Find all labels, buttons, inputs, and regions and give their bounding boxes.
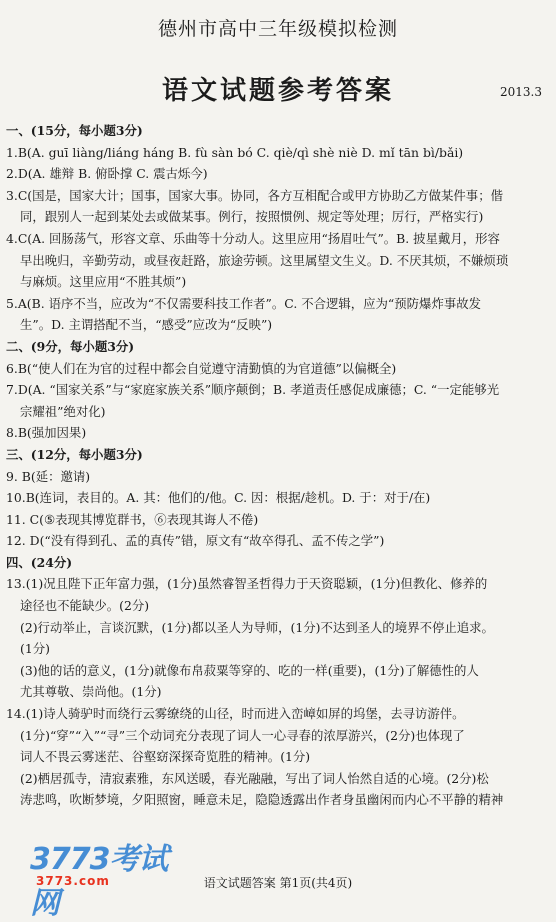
answer-line: 5.A(B. 语序不当，应改为“不仅需要科技工作者”。C. 不合逻辑，应为“预防爆炸事故发: [6, 295, 482, 311]
answer-line: 生”。D. 主谓搭配不当，“感受”应改为“反映”): [20, 317, 273, 333]
answer-line: 尤其尊敬、崇尚他。(1分): [20, 684, 162, 700]
answer-line: 8.B(强加因果): [6, 425, 87, 441]
answer-line: (2)栖居孤寺，清寂素雅，东风送暖，春光融融，写出了词人怡然自适的心境。(2分)松: [20, 770, 489, 786]
exam-date: 2013.3: [500, 85, 542, 99]
answer-line: 9. B(延：邀请): [6, 468, 91, 484]
answer-line: 13.(1)况且陛下正年富力强，(1分)虽然睿智圣哲得力于天资聪颖，(1分)但教化、修养的: [6, 576, 488, 592]
answer-line: 10.B(连词，表目的。A. 其：他们的/他。C. 因：根据/趁机。D. 于：对于/在): [6, 490, 431, 506]
answer-line: (3)他的话的意义，(1分)就像布帛菽粟等穿的、吃的一样(重要)，(1分)了解德性的人: [20, 662, 479, 678]
section-heading: 一、(15分，每小题3分): [6, 123, 143, 138]
answer-line: 涛悲鸣，吹断梦境，夕阳照窗，睡意未足，隐隐透露出作者身虽幽闲而内心不平静的精神: [20, 792, 504, 808]
answer-body: [6, 120, 550, 811]
answer-line: 11. C(⑤表现其博览群书，⑥表现其诲人不倦): [6, 511, 259, 527]
watermark-url-text: 3773.com: [36, 874, 110, 888]
watermark-brand-text: 3773考试网: [30, 842, 168, 921]
answer-line: 早出晚归，辛勤劳动，或昼夜赶路，旅途劳顿。这里属望文生义。D. 不厌其烦，不嫌烦琐: [20, 252, 509, 268]
answer-line: 12. D(“没有得到孔、孟的真传”错，原文有“故卒得孔、孟不传之学”): [6, 533, 385, 549]
page-footer: 语文试题答案 第1页(共4页): [203, 876, 353, 890]
answer-line: (1分): [20, 641, 50, 657]
answer-line: 1.B(A. guī liàng/liáng háng B. fù sàn bó C. qiè/qì shè niè D. mǐ tān bì/bǎi): [6, 144, 464, 160]
answer-line: 7.D(A. “国家关系”与“家庭家族关系”顺序颠倒；B. 孝道责任感促成廉德；C. “一定能够光: [6, 382, 500, 398]
section-heading: 三、(12分，每小题3分): [6, 446, 143, 462]
answer-line: 4.C(A. 回肠荡气，形容文章、乐曲等十分动人。这里应用“扬眉吐气”。B. 披星戴月，形容: [6, 230, 500, 246]
section-heading: 二、(9分，每小题3分): [6, 338, 135, 354]
answer-line: 途径也不能缺少。(2分): [20, 598, 150, 614]
school-exam-line: 德州市高中三年级模拟检测: [157, 18, 398, 40]
answer-line: (2)行动举止，言谈沉默，(1分)都以圣人为导师，(1分)不达到圣人的境界不停止追求。: [20, 619, 494, 635]
answer-line: 同，跟别人一起到某处去或做某事。例行，按照惯例、规定等处理；厉行，严格实行): [20, 209, 484, 225]
section-heading: 四、(24分): [6, 554, 73, 570]
answer-line: 14.(1)诗人骑驴时而绕行云雾缭绕的山径，时而进入峦嶂如屏的坞堡，去寻访游伴。: [6, 706, 465, 722]
answer-line: 与麻烦。这里应用“不胜其烦”): [20, 274, 187, 290]
answer-line: 6.B(“使人们在为官的过程中都会自觉遵守清勤慎的为官道德”以偏概全): [6, 360, 397, 376]
answer-line: 词人不畏云雾迷茫、谷壑窈深探奇览胜的精神。(1分): [20, 749, 311, 765]
answer-line: 2.D(A. 雄辩 B. 俯卧撑 C. 震古烁今): [6, 166, 208, 182]
answer-line: 3.C(国是，国家大计；国事，国家大事。协同，各方互相配合或甲方协助乙方做某件事；偕: [6, 187, 503, 203]
answer-line: 宗耀祖”绝对化): [20, 403, 106, 419]
page-title: 语文试题参考答案: [161, 76, 394, 106]
answer-line: (1分)“穿”“入”“寻”三个动词充分表现了词人一心寻春的浓厚游兴，(2分)也体现了: [20, 727, 465, 743]
